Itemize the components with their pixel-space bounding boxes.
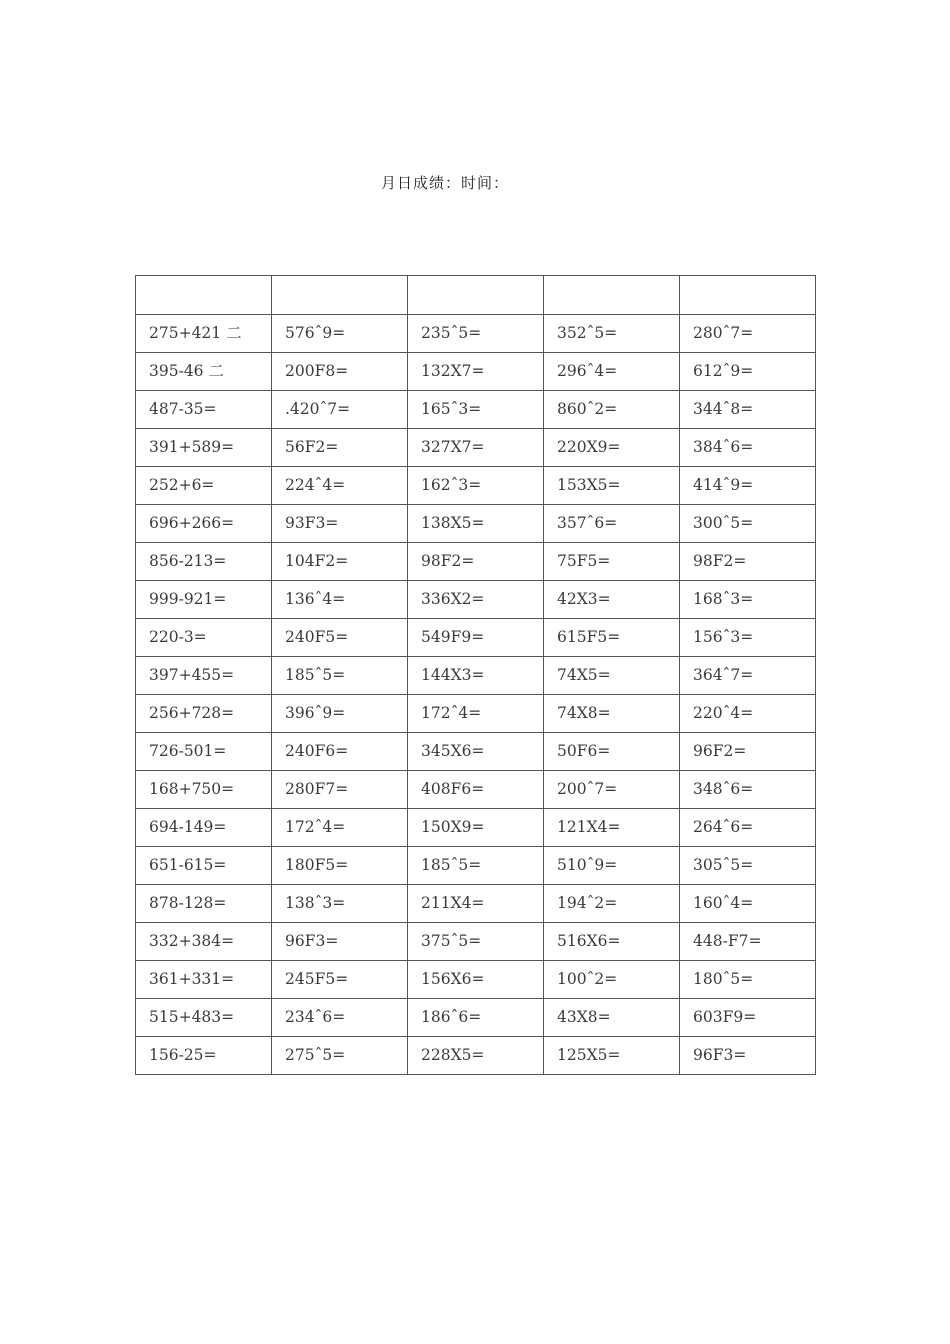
page-title: 月日成绩：时间： — [380, 174, 509, 192]
problem-cell: 516X6= — [544, 923, 680, 961]
table-row — [136, 467, 816, 505]
problem-cell: 515+483= — [136, 999, 272, 1037]
table-row — [136, 771, 816, 809]
problem-cell: 576ˆ9= — [272, 315, 408, 353]
problem-cell: 75F5= — [544, 543, 680, 581]
problem-cell: 138ˆ3= — [272, 885, 408, 923]
table-header-row — [136, 276, 816, 315]
problem-cell: 165ˆ3= — [408, 391, 544, 429]
problem-cell: 651-615= — [136, 847, 272, 885]
blank-cell — [544, 276, 680, 315]
problem-cell: 364ˆ7= — [680, 657, 816, 695]
problem-cell: 200ˆ7= — [544, 771, 680, 809]
problem-cell: 50F6= — [544, 733, 680, 771]
table-row — [136, 847, 816, 885]
problem-cell: 98F2= — [408, 543, 544, 581]
problem-cell: 168ˆ3= — [680, 581, 816, 619]
problem-cell: 96F2= — [680, 733, 816, 771]
problem-cell: 327X7= — [408, 429, 544, 467]
table-row — [136, 695, 816, 733]
problem-cell: 361+331= — [136, 961, 272, 999]
table-row — [136, 923, 816, 961]
table-row — [136, 581, 816, 619]
problem-cell: 408F6= — [408, 771, 544, 809]
table-row — [136, 657, 816, 695]
problem-cell: 172ˆ4= — [408, 695, 544, 733]
problem-cell: 125X5= — [544, 1037, 680, 1075]
problem-cell: 375ˆ5= — [408, 923, 544, 961]
problem-cell: 280F7= — [272, 771, 408, 809]
problem-cell: 696+266= — [136, 505, 272, 543]
problem-cell: 74X8= — [544, 695, 680, 733]
problem-cell: 168+750= — [136, 771, 272, 809]
problem-cell: 549F9= — [408, 619, 544, 657]
table-row — [136, 809, 816, 847]
problem-cell: 252+6= — [136, 467, 272, 505]
problem-cell: 150X9= — [408, 809, 544, 847]
problem-cell: 396ˆ9= — [272, 695, 408, 733]
problem-cell: 348ˆ6= — [680, 771, 816, 809]
problem-cell: 240F5= — [272, 619, 408, 657]
problem-cell: 185ˆ5= — [408, 847, 544, 885]
table-row — [136, 391, 816, 429]
table-row — [136, 885, 816, 923]
problem-cell: 296ˆ4= — [544, 353, 680, 391]
problem-cell: 487-35= — [136, 391, 272, 429]
table-row — [136, 1037, 816, 1075]
math-worksheet-table — [135, 275, 816, 1075]
blank-cell — [680, 276, 816, 315]
problem-cell: 384ˆ6= — [680, 429, 816, 467]
problem-cell: 104F2= — [272, 543, 408, 581]
problem-cell: 156X6= — [408, 961, 544, 999]
problem-cell: 234ˆ6= — [272, 999, 408, 1037]
problem-cell: 98F2= — [680, 543, 816, 581]
table-row — [136, 505, 816, 543]
problem-cell: 305ˆ5= — [680, 847, 816, 885]
problem-cell: 194ˆ2= — [544, 885, 680, 923]
problem-cell: 56F2= — [272, 429, 408, 467]
problem-cell: 264ˆ6= — [680, 809, 816, 847]
table-row — [136, 619, 816, 657]
problem-cell: 352ˆ5= — [544, 315, 680, 353]
problem-cell: 357ˆ6= — [544, 505, 680, 543]
problem-cell: 156-25= — [136, 1037, 272, 1075]
problem-cell: 856-213= — [136, 543, 272, 581]
problem-cell: 180ˆ5= — [680, 961, 816, 999]
problem-cell: 280ˆ7= — [680, 315, 816, 353]
problem-cell: 397+455= — [136, 657, 272, 695]
problem-cell: 878-128= — [136, 885, 272, 923]
problem-cell: 200F8= — [272, 353, 408, 391]
problem-cell: 153X5= — [544, 467, 680, 505]
problem-cell: 300ˆ5= — [680, 505, 816, 543]
problem-cell: 510ˆ9= — [544, 847, 680, 885]
problem-cell: 336X2= — [408, 581, 544, 619]
problem-cell: 448-F7= — [680, 923, 816, 961]
table-row — [136, 999, 816, 1037]
problem-cell: 615F5= — [544, 619, 680, 657]
problem-cell: 156ˆ3= — [680, 619, 816, 657]
problem-cell: 93F3= — [272, 505, 408, 543]
problem-cell: 42X3= — [544, 581, 680, 619]
problem-cell: 162ˆ3= — [408, 467, 544, 505]
problem-cell: 256+728= — [136, 695, 272, 733]
problem-cell: 275+421 二 — [136, 315, 272, 353]
problem-cell: 391+589= — [136, 429, 272, 467]
problem-cell: 726-501= — [136, 733, 272, 771]
problem-cell: 96F3= — [272, 923, 408, 961]
table-row — [136, 353, 816, 391]
problem-cell: 414ˆ9= — [680, 467, 816, 505]
problem-cell: 121X4= — [544, 809, 680, 847]
problem-cell: 180F5= — [272, 847, 408, 885]
problem-cell: 185ˆ5= — [272, 657, 408, 695]
problem-cell: 612ˆ9= — [680, 353, 816, 391]
problem-cell: 211X4= — [408, 885, 544, 923]
problem-cell: 132X7= — [408, 353, 544, 391]
worksheet-body — [136, 276, 816, 1075]
problem-cell: 395-46 二 — [136, 353, 272, 391]
table-row — [136, 961, 816, 999]
problem-cell: 136ˆ4= — [272, 581, 408, 619]
problem-cell: 43X8= — [544, 999, 680, 1037]
problem-cell: 100ˆ2= — [544, 961, 680, 999]
problem-cell: 860ˆ2= — [544, 391, 680, 429]
problem-cell: 332+384= — [136, 923, 272, 961]
blank-cell — [408, 276, 544, 315]
blank-cell — [136, 276, 272, 315]
table-row — [136, 315, 816, 353]
problem-cell: 160ˆ4= — [680, 885, 816, 923]
problem-cell: 345X6= — [408, 733, 544, 771]
problem-cell: 96F3= — [680, 1037, 816, 1075]
problem-cell: 138X5= — [408, 505, 544, 543]
table-row — [136, 429, 816, 467]
problem-cell: 220-3= — [136, 619, 272, 657]
problem-cell: 235ˆ5= — [408, 315, 544, 353]
problem-cell: 172ˆ4= — [272, 809, 408, 847]
problem-cell: 240F6= — [272, 733, 408, 771]
problem-cell: 144X3= — [408, 657, 544, 695]
problem-cell: 74X5= — [544, 657, 680, 695]
problem-cell: 694-149= — [136, 809, 272, 847]
problem-cell: 224ˆ4= — [272, 467, 408, 505]
blank-cell — [272, 276, 408, 315]
problem-cell: 220ˆ4= — [680, 695, 816, 733]
problem-cell: 186ˆ6= — [408, 999, 544, 1037]
problem-cell: 275ˆ5= — [272, 1037, 408, 1075]
problem-cell: 245F5= — [272, 961, 408, 999]
problem-cell: .420ˆ7= — [272, 391, 408, 429]
table-row — [136, 733, 816, 771]
problem-cell: 603F9= — [680, 999, 816, 1037]
problem-cell: 344ˆ8= — [680, 391, 816, 429]
table-row — [136, 543, 816, 581]
problem-cell: 228X5= — [408, 1037, 544, 1075]
problem-cell: 220X9= — [544, 429, 680, 467]
problem-cell: 999-921= — [136, 581, 272, 619]
